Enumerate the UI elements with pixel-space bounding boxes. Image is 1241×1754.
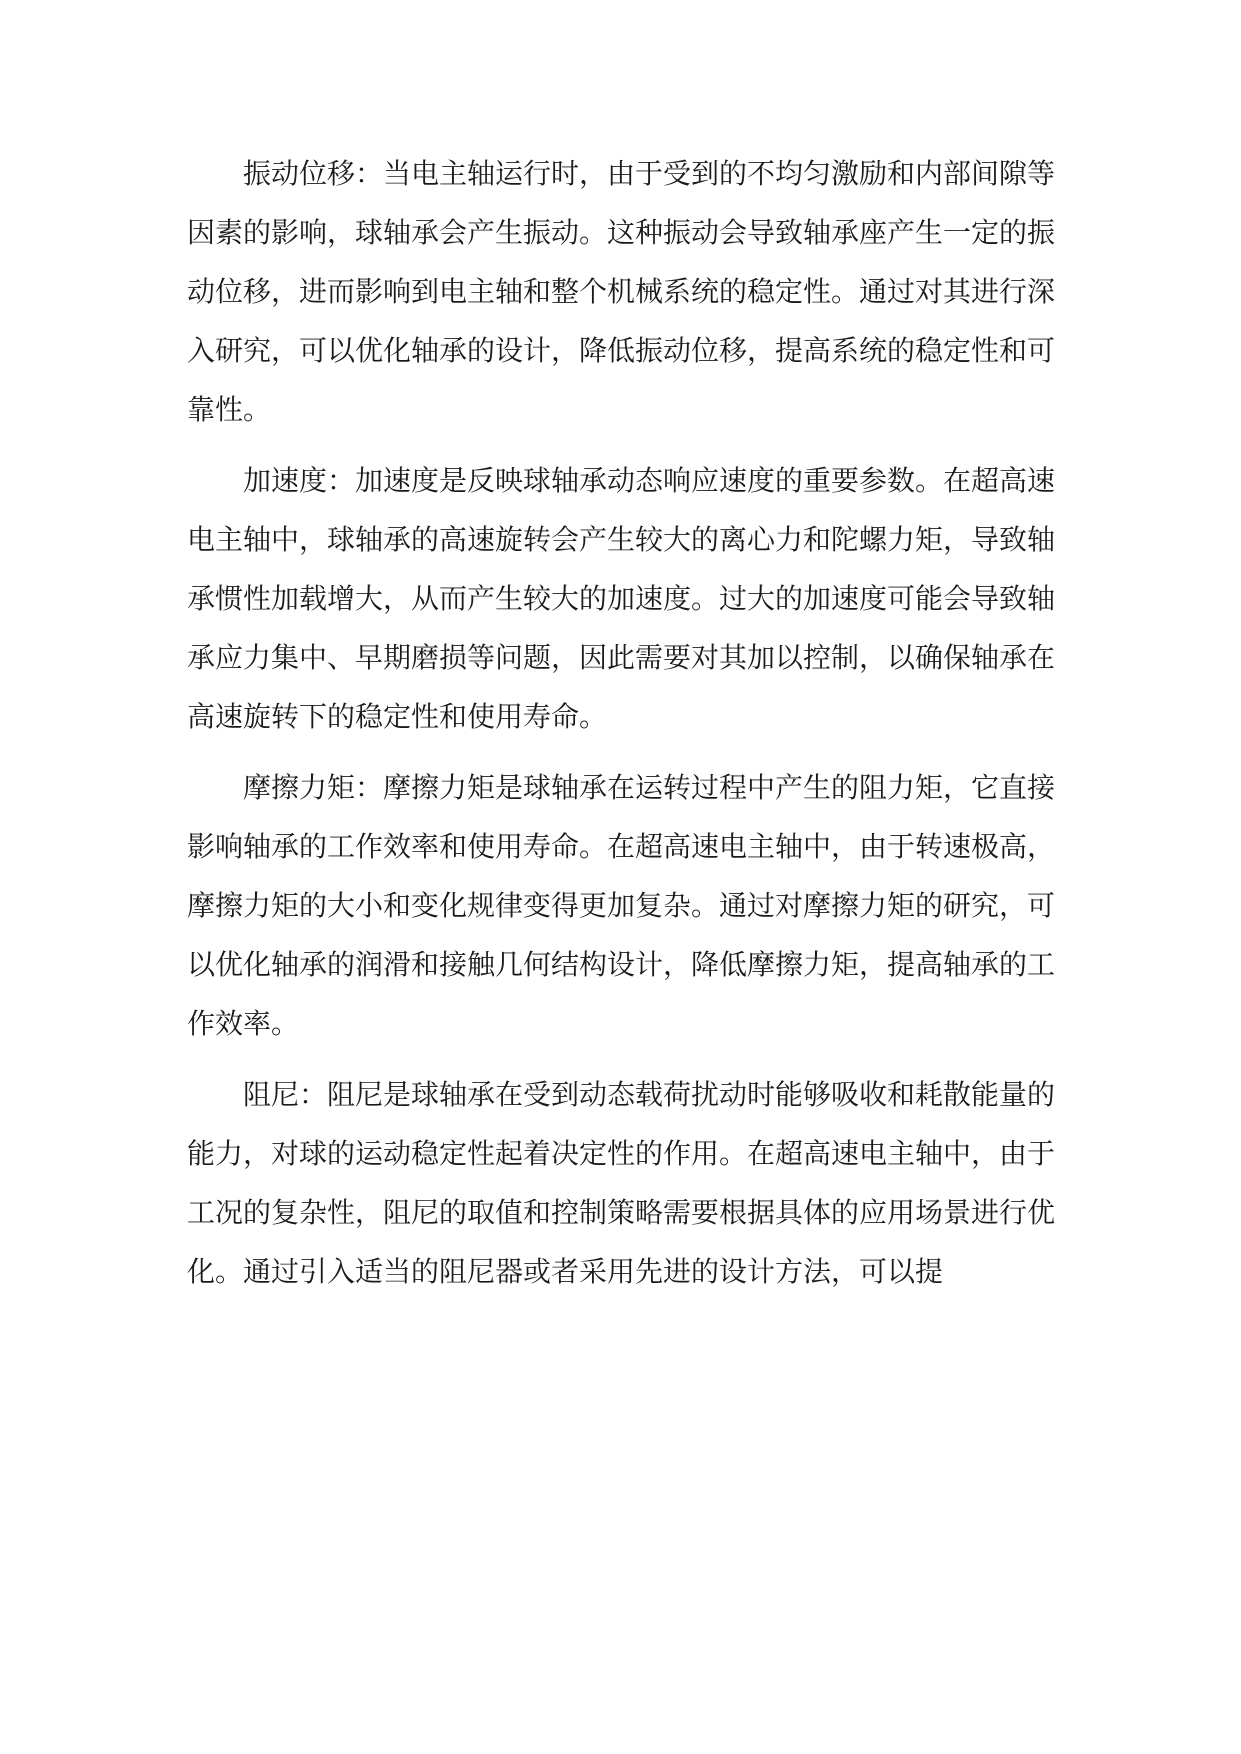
paragraph-damping: 阻尼：阻尼是球轴承在受到动态载荷扰动时能够吸收和耗散能量的能力，对球的运动稳定性起着决定性的作用。在超高速电主轴中，由于工况的复杂性，阻尼的取值和控制策略需要根据具体的应用场景进行优化。通过引入适当的阻尼器或者采用先进的设计方法，可以提 [187,1078,1056,1288]
paragraph-acceleration: 加速度：加速度是反映球轴承动态响应速度的重要参数。在超高速电主轴中，球轴承的高速旋转会产生较大的离心力和陀螺力矩，导致轴承惯性加载增大，从而产生较大的加速度。过大的加速度可能会导致轴承应力集中、早期磨损等问题，因此需要对其加以控制，以确保轴承在高速旋转下的稳定性和使用寿命。 [187,464,1056,733]
paragraph-vibration-displacement: 振动位移：当电主轴运行时，由于受到的不均匀激励和内部间隙等因素的影响，球轴承会产生振动。这种振动会导致轴承座产生一定的振动位移，进而影响到电主轴和整个机械系统的稳定性。通过对其进行深入研究，可以优化轴承的设计，降低振动位移，提高系统的稳定性和可靠性。 [187,157,1056,426]
paragraph-friction-torque: 摩擦力矩：摩擦力矩是球轴承在运转过程中产生的阻力矩，它直接影响轴承的工作效率和使用寿命。在超高速电主轴中，由于转速极高，摩擦力矩的大小和变化规律变得更加复杂。通过对摩擦力矩的研究，可以优化轴承的润滑和接触几何结构设计，降低摩擦力矩，提高轴承的工作效率。 [187,771,1056,1040]
document-body [187,144,1055,1313]
